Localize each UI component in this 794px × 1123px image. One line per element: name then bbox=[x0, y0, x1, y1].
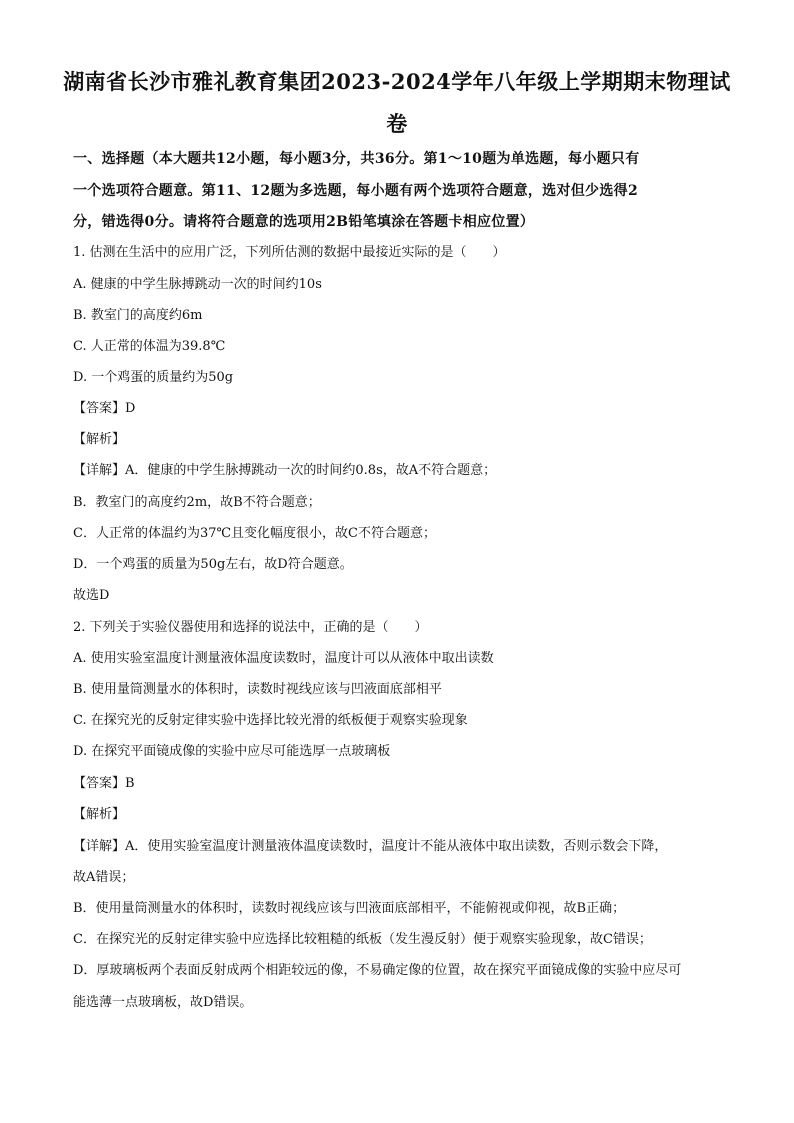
q1-detail-b: B．教室门的高度约2m，故B不符合题意； bbox=[73, 495, 321, 510]
q2-answer: 【答案】B bbox=[73, 776, 135, 791]
section-header-line-3: 分，错选得0分。请将符合题意的选项用2B铅笔填涂在答题卡相应位置） bbox=[73, 214, 535, 230]
q1-analysis-label: 【解析】 bbox=[73, 432, 126, 447]
document-title-line-1: 湖南省长沙市雅礼教育集团2023-2024学年八年级上学期期末物理试 bbox=[63, 69, 731, 94]
q2-detail-a-line-1: 【详解】A．使用实验室温度计测量液体温度读数时，温度计不能从液体中取出读数，否则示数会下降， bbox=[73, 839, 668, 854]
q2-option-a: A. 使用实验室温度计测量液体温度读数时，温度计可以从液体中取出读数 bbox=[73, 651, 494, 666]
q1-option-d: D. 一个鸡蛋的质量约为50g bbox=[73, 370, 234, 385]
q1-detail-c: C．人正常的体温约为37℃且变化幅度很小，故C不符合题意； bbox=[73, 526, 436, 541]
q2-detail-a-line-2: 故A错误； bbox=[73, 870, 135, 885]
document-title-line-2: 卷 bbox=[386, 111, 408, 136]
q1-detail-a: 【详解】A．健康的中学生脉搏跳动一次的时间约0.8s，故A不符合题意； bbox=[73, 463, 497, 478]
q2-option-b: B. 使用量筒测量水的体积时，读数时视线应该与凹液面底部相平 bbox=[73, 682, 442, 697]
q1-detail-d: D．一个鸡蛋的质量为50g左右，故D符合题意。 bbox=[73, 557, 353, 572]
q1-stem: 1. 估测在生活中的应用广泛，下列所估测的数据中最接近实际的是（ ） bbox=[73, 245, 506, 260]
q2-analysis-label: 【解析】 bbox=[73, 807, 126, 822]
section-header-line-2: 一个选项符合题意。第11、12题为多选题，每小题有两个选项符合题意，选对但少选得2 bbox=[73, 183, 639, 199]
q2-detail-c: C．在探究光的反射定律实验中应选择比较粗糙的纸板（发生漫反射）便于观察实验现象，故C错误； bbox=[73, 932, 652, 947]
q1-option-b: B. 教室门的高度约6m bbox=[73, 308, 203, 323]
q2-detail-d-line-2: 能选薄一点玻璃板，故D错误。 bbox=[73, 995, 253, 1010]
q1-answer: 【答案】D bbox=[73, 401, 136, 416]
section-header-line-1: 一、选择题（本大题共12小题，每小题3分，共36分。第1～10题为单选题，每小题只有 bbox=[73, 151, 640, 167]
q2-option-c: C. 在探究光的反射定律实验中选择比较光滑的纸板便于观察实验现象 bbox=[73, 713, 468, 728]
q1-conclusion: 故选D bbox=[73, 588, 110, 603]
q1-option-c: C. 人正常的体温为39.8℃ bbox=[73, 339, 226, 354]
q2-detail-d-line-1: D．厚玻璃板两个表面反射成两个相距较远的像，不易确定像的位置，故在探究平面镜成像的实验中应尽可 bbox=[73, 963, 682, 978]
q2-detail-b: B．使用量筒测量水的体积时，读数时视线应该与凹液面底部相平，不能俯视或仰视，故B正确； bbox=[73, 901, 626, 916]
q2-stem: 2. 下列关于实验仪器使用和选择的说法中，正确的是（ ） bbox=[73, 620, 428, 635]
q1-option-a: A. 健康的中学生脉搏跳动一次的时间约10s bbox=[73, 277, 322, 292]
q2-option-d: D. 在探究平面镜成像的实验中应尽可能选厚一点玻璃板 bbox=[73, 744, 391, 759]
